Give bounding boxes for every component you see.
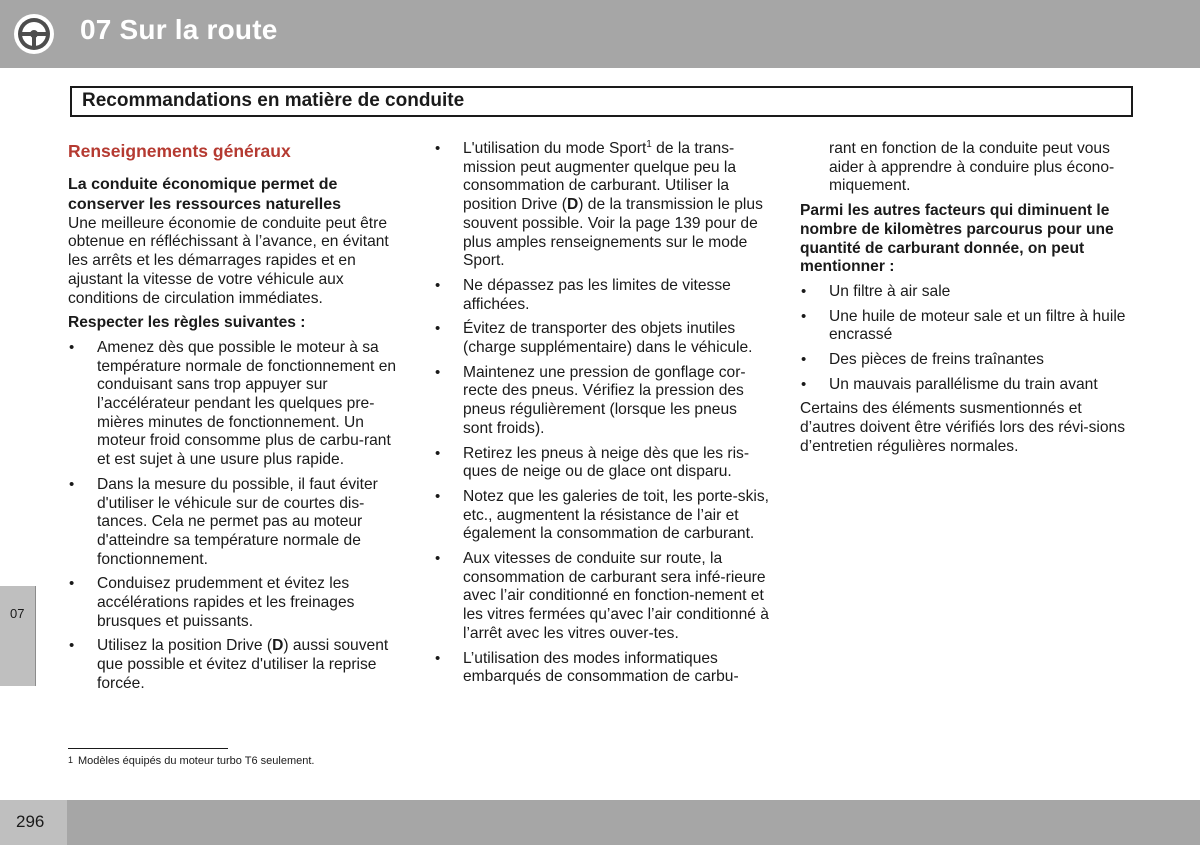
list-item-text: Conduisez prudemment et évitez les accélérations rapides et les freinages brusques et puissants. [97,575,355,630]
list-item-text: Notez que les galeries de toit, les porte-skis, etc., augmentent la résistance de l’air et également la consommation de carburant. [463,487,769,543]
bullet-icon: • [801,351,807,369]
column-2 [434,140,769,693]
list-item [68,339,403,470]
text-run: Utilisez la position Drive ( [97,637,273,655]
page-footer [0,800,1200,845]
list-item-text: Des pièces de freins traînantes [829,351,1044,369]
footnote [68,755,314,767]
list-item-text: Ne dépassez pas les limites de vitesse affichées. [463,276,731,313]
list-item-text [97,637,388,691]
list-item [434,488,769,544]
list-item [434,140,769,271]
continued-text: rant en fonction de la conduite peut vous aider à apprendre à conduire plus écono-miquement. [829,140,1115,195]
bullet-icon: • [69,475,75,493]
bullet-icon: • [435,487,441,505]
page-number: 296 [16,812,45,831]
list-item-text: Une huile de moteur sale et un filtre à huile encrassé [829,307,1126,344]
bullet-icon: • [69,637,75,655]
bullet-icon: • [801,375,807,393]
list-item [68,637,403,693]
list-item-text: Maintenez une pression de gonflage cor-recte des pneus. Vérifiez la pression des pneus régulièrement (lorsque les pneus sont froids). [463,363,746,437]
bullet-icon: • [69,338,75,356]
text-run: L'utilisation du mode Sport [463,140,647,157]
list-item [800,283,1135,302]
page-number-box [0,800,67,845]
list-item [434,277,769,314]
bullet-icon: • [435,444,441,462]
chapter-tab-label: 07 [10,606,25,621]
bullet-icon: • [435,320,441,338]
section-title-box [70,86,1133,117]
list-item [800,376,1135,395]
list-item [434,445,769,482]
bullet-icon: • [435,140,441,157]
intro-paragraph: Une meilleure économie de conduite peut être obtenue en réfléchissant à l’avance, en évitant les arrêts et les démarrages rapides et en ajustant la vitesse de votre véhicule aux conditions de circulation immédiates. [68,214,389,307]
steering-wheel-icon [13,13,55,55]
list-item [800,308,1135,345]
list-item-text: Amenez dès que possible le moteur à sa température normale de fonctionnement en conduisant sans trop appuyer sur l’accélérateur pendant les quelques pre-mières minutes de fonctionnement. Un moteur froid consomme plus de carbu-rant et est sujet à une usure plus rapide. [97,338,397,469]
drive-letter: D [567,196,579,214]
footnote-divider [68,748,228,749]
rules-label: Respecter les règles suivantes : [68,314,306,332]
list-item [434,364,769,439]
list-item-text: Aux vitesses de conduite sur route, la consommation de carburant sera infé-rieure avec l’air conditionné en fonction-nement et les vitres fermées qu’avec l’air conditionné à l’arrêt avec les vitres ouver-tes. [463,550,769,642]
list-item-text: Un filtre à air sale [829,282,951,300]
bullet-icon: • [435,276,441,294]
list-item [434,550,769,644]
list-item-text: L’utilisation des modes informatiques embarqués de consommation de carbu- [463,649,739,686]
list-item [434,650,769,687]
list-item-text [463,140,763,269]
list-item [68,575,403,631]
factors-list [800,283,1135,395]
footnote-ref: 1 [646,138,652,150]
rules-list [68,339,403,694]
bullet-icon: • [801,282,807,300]
bullet-icon: • [435,649,441,667]
list-item [800,351,1135,370]
list-item [434,320,769,357]
tips-list [434,140,769,687]
page-header [0,0,1200,68]
bullet-icon: • [435,550,441,568]
list-item-text: Dans la mesure du possible, il faut éviter d'utiliser le véhicule sur de courtes dis-tances. Cela ne permet pas au moteur d'atteindre sa température normale de fonctionnement. [97,475,378,568]
bullet-icon: • [435,363,441,381]
list-item-text: Retirez les pneus à neige dès que les ris-ques de neige ou de glace ont disparu. [463,444,750,481]
drive-letter: D [272,637,284,655]
chapter-side-tab [0,586,36,686]
text-run: de la trans-mission peut augmenter quelque peu la consommation de carburant. Utiliser la position Drive ( [463,140,737,214]
chapter-title: 07 Sur la route [80,14,278,45]
column-1 [68,140,403,700]
footnote-text: Modèles équipés du moteur turbo T6 seulement. [78,755,315,767]
factors-label: Parmi les autres facteurs qui diminuent le nombre de kilomètres parcourus pour une quantité de carburant donnée, on peut mentionner : [800,202,1114,276]
list-item-text: Évitez de transporter des objets inutiles (charge supplémentaire) dans le véhicule. [463,320,753,357]
text-run: ) aussi souvent que possible et évitez d'utiliser la reprise forcée. [97,637,389,692]
footnote-mark: 1 [68,755,74,765]
bullet-icon: • [69,575,75,593]
section-title: Recommandations en matière de conduite [82,90,465,111]
closing-paragraph: Certains des éléments susmentionnés et d’autres doivent être vérifiés lors des révi-sions d’entretien régulières normales. [800,400,1126,455]
text-run: ) de la transmission le plus souvent possible. Voir la page 139 pour de plus amples renseignements sur le mode Sport. [463,196,763,270]
heading-general-info: Renseignements généraux [68,141,291,161]
list-item-text: Un mauvais parallélisme du train avant [829,375,1098,393]
column-3 [800,140,1135,463]
subheading-economic-driving: La conduite économique permet de conserver les ressources naturelles [68,175,342,213]
list-item [68,476,403,570]
bullet-icon: • [801,307,807,325]
